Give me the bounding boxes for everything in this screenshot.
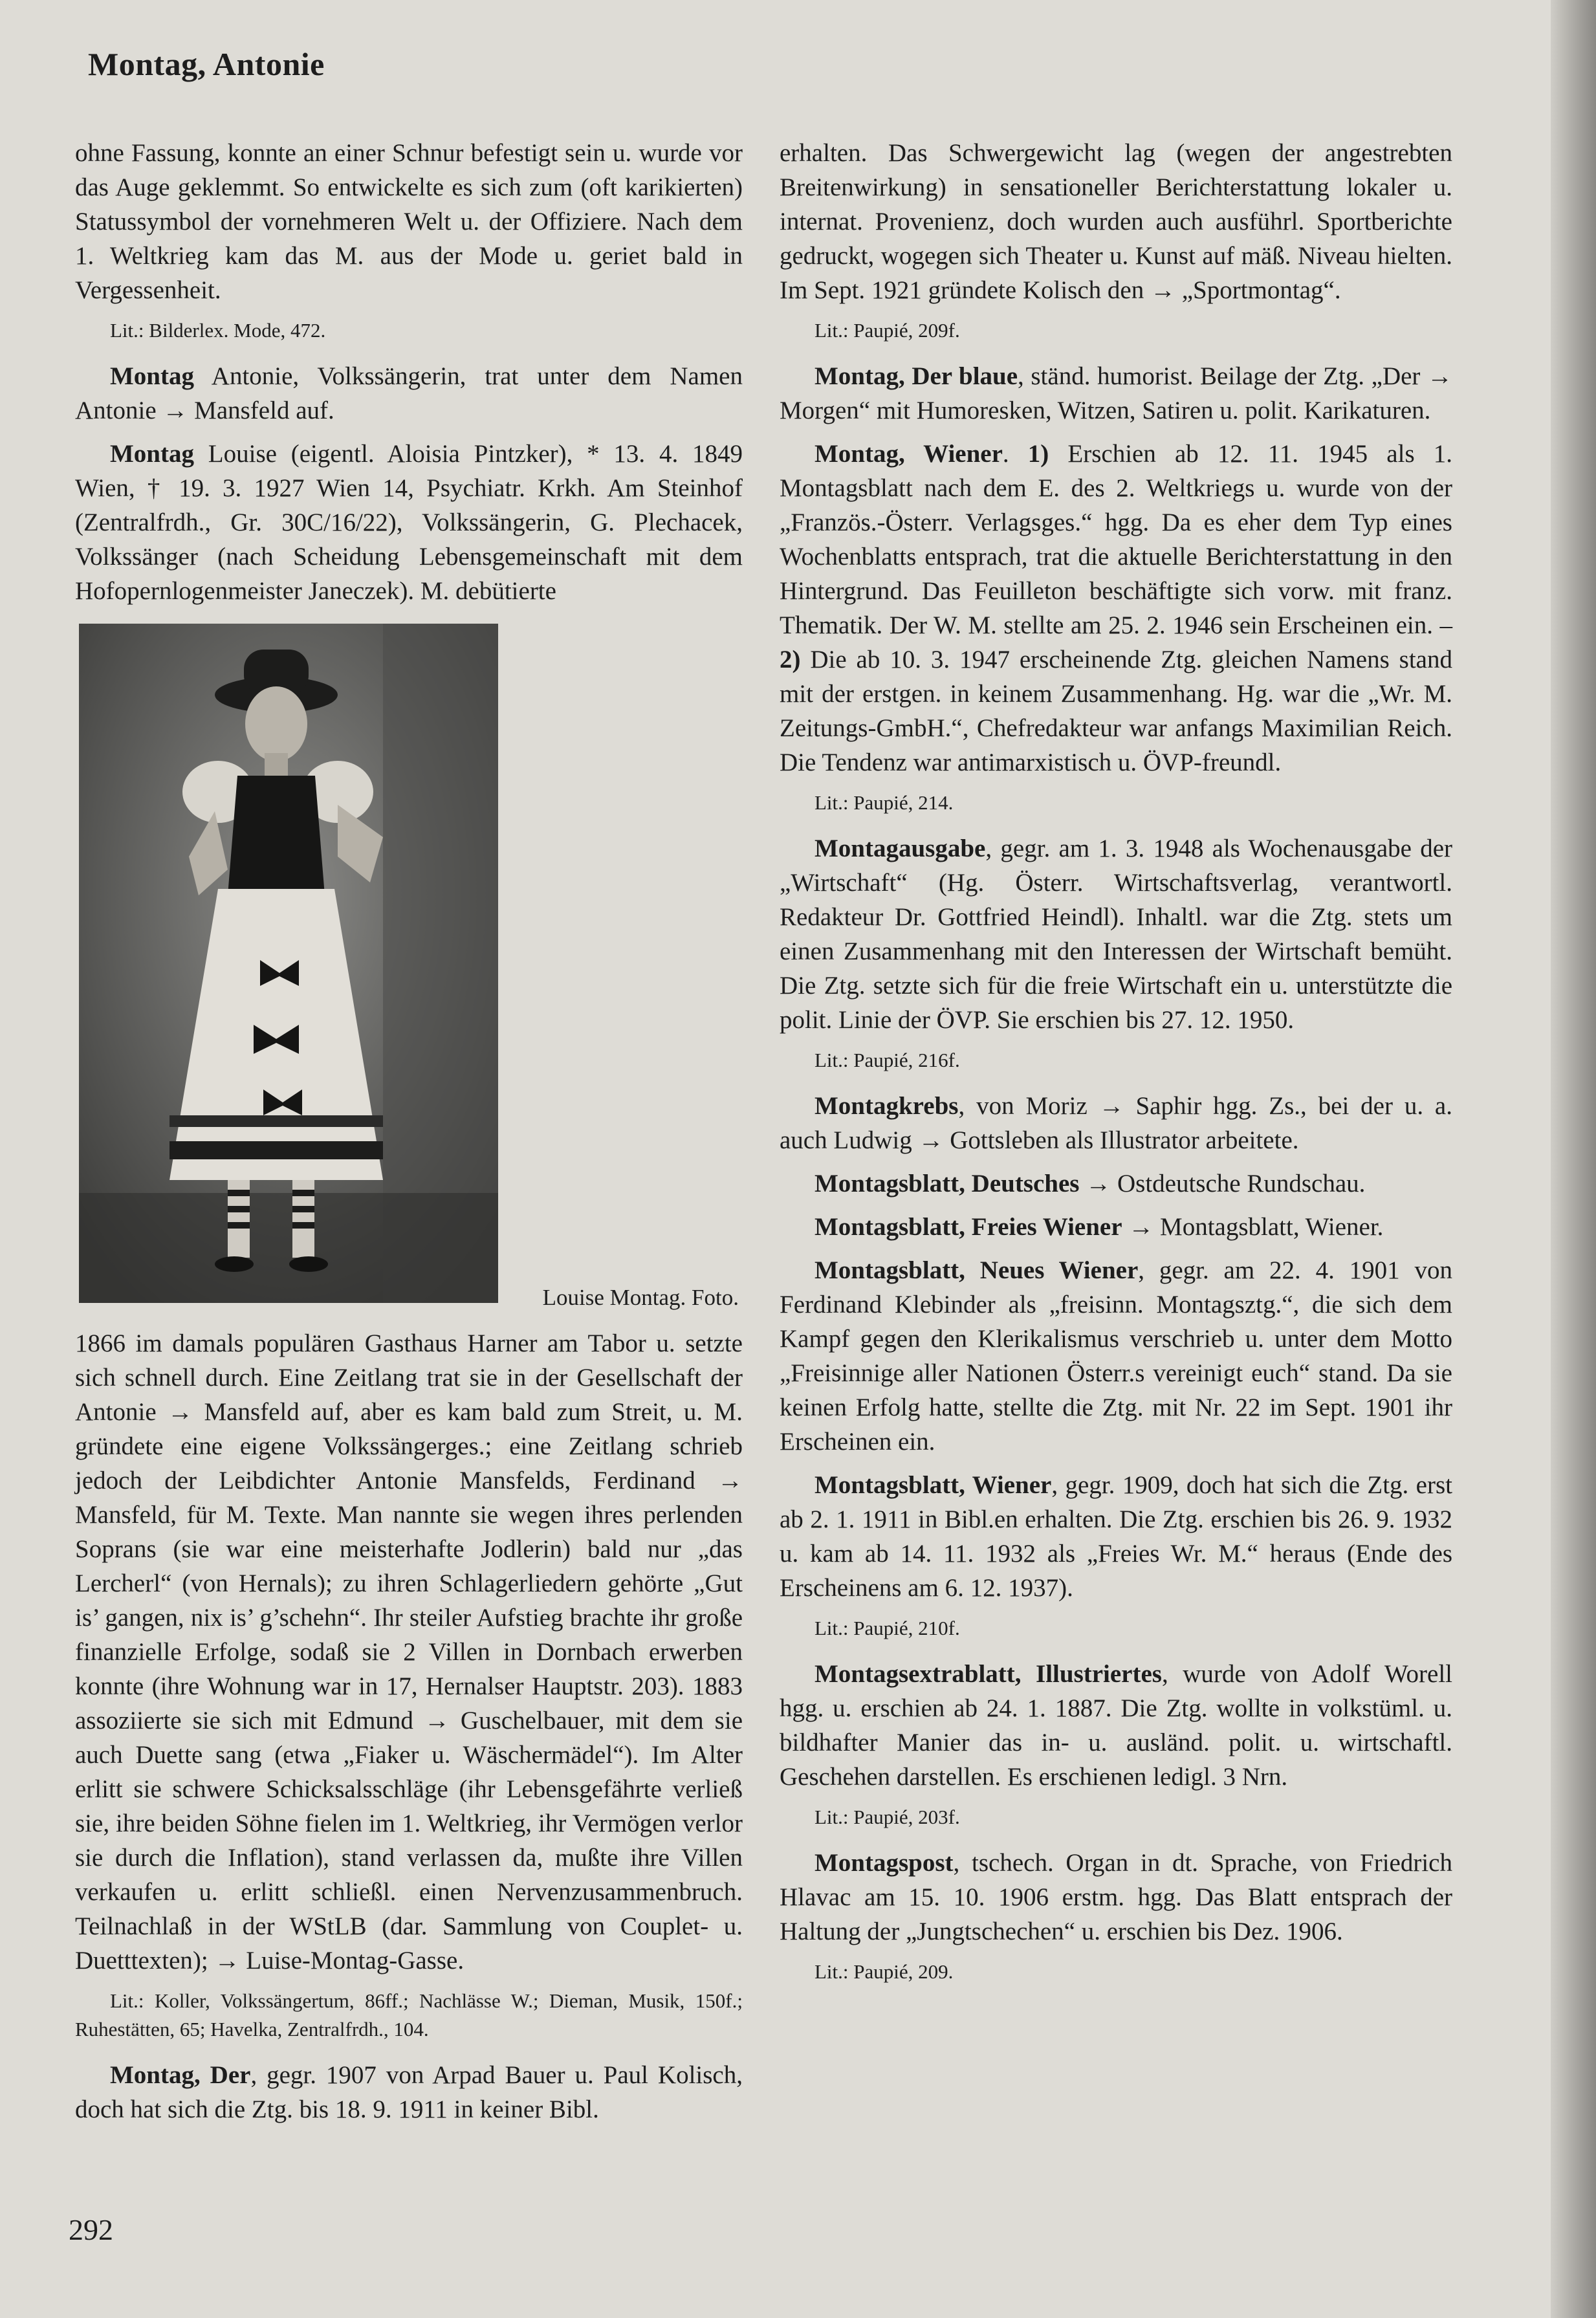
entry-text: . <box>1002 440 1028 468</box>
entry-headword: Montagsblatt, Wiener <box>814 1471 1052 1499</box>
entry-headword: Montagsblatt, Deutsches <box>814 1170 1080 1197</box>
entry-headword: Montagausgabe <box>814 835 986 862</box>
page-edge-shadow <box>1551 0 1596 2318</box>
entry-headword: Montagspost <box>814 1849 954 1877</box>
entry-montagspost <box>780 1846 1452 1949</box>
entry-text: → Ostdeutsche Rundschau. <box>1079 1170 1366 1197</box>
page-number: 292 <box>69 2213 113 2246</box>
entry-text: → Montagsblatt, Wiener. <box>1122 1213 1384 1241</box>
entry-montag-wiener <box>780 437 1452 780</box>
entry-text: , tschech. Organ in dt. Sprache, von Friedrich Hlavac am 15. 10. 1906 erstm. hgg. Das Blatt entsprach der Haltung der „Jungtschechen“ u. erschien bis Dez. 1906. <box>780 1849 1452 1945</box>
entry-headword: Montag, Der blaue <box>814 362 1018 390</box>
entry-headword: Montag <box>110 362 194 390</box>
entry-montagsblatt-neues-wiener <box>780 1253 1452 1459</box>
entry-montagsblatt-freies-wiener <box>780 1210 1452 1244</box>
entry-text: Antonie, Volkssängerin, trat unter dem Namen Antonie → Mansfeld auf. <box>75 362 743 424</box>
entry-text: , von Moriz → Saphir hgg. Zs., bei der u. a. auch Ludwig → Gottsleben als Illustrator arbeitete. <box>780 1092 1452 1154</box>
left-column <box>75 136 743 2136</box>
continued-paragraph: erhalten. Das Schwergewicht lag (wegen der angestrebten Breitenwirkung) in sensationeller Berichterstattung lokaler u. internat. Provenienz, doch wurden auch ausführl. Sportberichte gedruckt, wogegen sich Theater u. Kunst auf mäß. Niveau hielten. Im Sept. 1921 gründete Kolisch den → „Sportmontag“. <box>780 139 1452 304</box>
portrait-photo <box>79 624 498 1303</box>
literature-reference: Lit.: Paupié, 210f. <box>814 1617 960 1639</box>
entry-montag-louise <box>75 437 743 608</box>
entry-headword: Montag, Der <box>110 2061 251 2089</box>
entry-montag-der <box>75 2058 743 2127</box>
entry-montagsblatt-wiener <box>780 1468 1452 1605</box>
entry-headword: Montagsextrablatt, Illustriertes <box>814 1660 1162 1688</box>
entry-text: , gegr. am 1. 3. 1948 als Wochenausgabe der „Wirtschaft“ (Hg. Österr. Wirtschaftsverlag, verantwortl. Redakteur Dr. Gottfried Heindl). Inhaltl. war die Ztg. stets um einen Zusammenhang mit den Interessen der Wirtschaft bemüht. Die Ztg. setzte sich für die freie Wirtschaft ein u. unterstützte die polit. Linie der ÖVP. Sie erschien bis 27. 12. 1950. <box>780 835 1452 1034</box>
right-column <box>780 136 1452 2000</box>
literature-reference: Lit.: Paupié, 216f. <box>814 1049 960 1071</box>
entry-text: Erschien ab 12. 11. 1945 als 1. Montagsblatt nach dem E. des 2. Weltkriegs u. wurde von der „Französ.-Österr. Verlagsges.“ hgg. Da es eher dem Typ eines Wochenblatts entsprach, trat die aktuelle Berichterstattung in den Hintergrund. Das Feuilleton beschäftigte sich vorw. mit franz. Thematik. Der W. M. stellte am 25. 2. 1946 sein Erscheinen ein. – <box>780 440 1452 639</box>
entry-text: Die ab 10. 3. 1947 erscheinende Ztg. gleichen Namens stand mit der erstgen. in keinem Zusammenhang. Hg. war die „Wr. M. Zeitungs-GmbH.“, Chefredakteur war anfangs Maximilian Reich. Die Tendenz war antimarxistisch u. ÖVP-freundl. <box>780 646 1452 776</box>
literature-reference: Lit.: Koller, Volkssängertum, 86ff.; Nachlässe W.; Dieman, Musik, 150f.; Ruhestätten, 65; Havelka, Zentralfrdh., 104. <box>75 1989 743 2040</box>
literature-reference: Lit.: Paupié, 214. <box>814 791 954 814</box>
entry-headword: Montagsblatt, Freies Wiener <box>814 1213 1122 1241</box>
entry-text: , wurde von Adolf Worell hgg. u. erschien ab 24. 1. 1887. Die Ztg. wollte in volkstüml. u. bildhafter Manier das in- u. ausländ. polit. u. wirtschaftl. Geschehen darstellen. Es erschienen ledigl. 3 Nrn. <box>780 1660 1453 1791</box>
continued-paragraph: ohne Fassung, konnte an einer Schnur befestigt sein u. wurde vor das Auge geklemmt. So entwickelte es sich zum (oft karikierten) Statussymbol der vornehmeren Welt u. der Offiziere. Nach dem 1. Weltkrieg kam das M. aus der Mode u. geriet bald in Vergessenheit. <box>75 139 743 304</box>
entry-section-number: 2) <box>780 646 801 673</box>
entry-text: , ständ. humorist. Beilage der Ztg. „Der → Morgen“ mit Humoresken, Witzen, Satiren u. polit. Karikaturen. <box>780 362 1452 424</box>
portrait-illustration <box>79 624 498 1303</box>
entry-text: , gegr. am 22. 4. 1901 von Ferdinand Klebinder als „freisinn. Montagsztg.“, die sich dem Kampf gegen den Klerikalismus verschrieb u. unter dem Motto „Freisinnige aller Nationen Österr.s vereinigt euch“ stand. Da sie keinen Erfolg hatte, stellte die Ztg. mit Nr. 22 im Sept. 1901 ihr Erscheinen ein. <box>780 1256 1452 1456</box>
entry-montagsextrablatt <box>780 1657 1452 1794</box>
literature-reference: Lit.: Bilderlex. Mode, 472. <box>110 319 326 342</box>
literature-reference: Lit.: Paupié, 209. <box>814 1960 954 1983</box>
entry-section-number: 1) <box>1027 440 1049 468</box>
entry-montagkrebs <box>780 1089 1452 1157</box>
figure-caption: Louise Montag. Foto. <box>542 1285 739 1310</box>
entry-text: , gegr. 1909, doch hat sich die Ztg. erst ab 2. 1. 1911 in Bibl.en erhalten. Die Ztg. erschien bis 26. 9. 1932 u. kam ab 14. 11. 1932 als „Freies Wr. M.“ heraus (Ende des Erscheinens am 6. 12. 1937). <box>780 1471 1452 1602</box>
entry-text: Louise (eigentl. Aloisia Pintzker), * 13. 4. 1849 Wien, † 19. 3. 1927 Wien 14, Psychiatr. Krkh. Am Steinhof (Zentralfrdh., Gr. 30C/16/22), Volkssängerin, G. Plechacek, Volkssänger (nach Scheidung Lebensgemeinschaft mit dem Hofopernlogenmeister Janeczek). M. debütierte <box>75 440 743 605</box>
entry-montagausgabe <box>780 831 1452 1037</box>
literature-reference: Lit.: Paupié, 203f. <box>814 1806 960 1828</box>
entry-montag-louise-continued: 1866 im damals populären Gasthaus Harner am Tabor u. setzte sich schnell durch. Eine Zeitlang trat sie in der Gesellschaft der Antonie → Mansfeld auf, aber es kam bald zum Streit, u. M. gründete eine eigene Volkssängerges.; eine Zeitlang schrieb jedoch der Leibdichter Antonie Mansfelds, Ferdinand → Mansfeld, für M. Texte. Man nannte sie wegen ihres perlenden Soprans (sie war eine meisterhafte Jodlerin) bald nur „das Lercherl“ (von Hernals); zu ihren Schlagerliedern gehörte „Gut is’ gangen, nix is’ g’schehn“. Ihr steiler Aufstieg brachte ihr große finanzielle Erfolge, sodaß sie 2 Villen in Dornbach erwerben konnte (ihre Wohnung war in 17, Hernalser Hauptstr. 203). 1883 assoziierte sie sich mit Edmund → Guschelbauer, mit dem sie auch Duette sang (etwa „Fiaker u. Wäschermädel“). Im Alter erlitt sie schwere Schicksalsschläge (ihr Lebensgefährte verließ sie, ihre beiden Söhne fielen im 1. Weltkrieg, ihr Vermögen verlor sie durch die Inflation), stand verlassen da, mußte ihre Villen verkaufen u. erlitt schließl. einen Nervenzusammenbruch. Teilnachlaß in der WStLB (dar. Sammlung von Couplet- u. Duetttexten); → Luise-Montag-Gasse. <box>75 1329 743 1974</box>
entry-headword: Montagsblatt, Neues Wiener <box>814 1256 1139 1284</box>
figure <box>75 624 743 1322</box>
running-head: Montag, Antonie <box>88 46 325 82</box>
entry-text: , gegr. 1907 von Arpad Bauer u. Paul Kolisch, doch hat sich die Ztg. bis 18. 9. 1911 in keiner Bibl. <box>75 2061 743 2123</box>
entry-montagsblatt-deutsches <box>780 1166 1452 1201</box>
entry-headword: Montag <box>110 440 194 468</box>
entry-montag-antonie <box>75 359 743 428</box>
literature-reference: Lit.: Paupié, 209f. <box>814 319 960 342</box>
entry-headword: Montagkrebs <box>814 1092 959 1120</box>
entry-montag-der-blaue <box>780 359 1452 428</box>
entry-headword: Montag, Wiener <box>814 440 1003 468</box>
